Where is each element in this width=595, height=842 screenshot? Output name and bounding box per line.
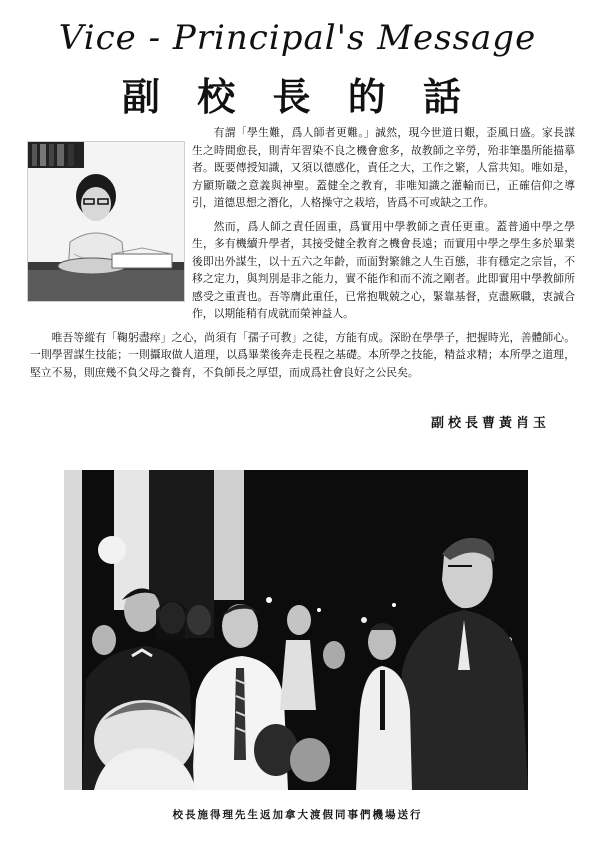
- paragraph: 有謂「學生難，爲人師者更難。」誠然，現今世道日艱，歪風日盛。家長謀生之時間愈長，則青年習染不良之機會愈多，故教師之辛勞，殆非筆墨所能描摹者。既要傳授知識，又須以德感化，責任之大，工作之繁，人當共知。唯如是，方顯斯職之意義與神聖。蓋健全之教育，非唯知識之灌輸而已，正確信仰之導引，道德思想之潛化，人格操守之栽培，皆爲不可或缺之工作。: [192, 126, 575, 209]
- message-body: [30, 124, 575, 387]
- title-chinese: 副 校 長 的 話: [122, 75, 473, 119]
- group-photo: [64, 470, 528, 790]
- paragraph: 然而，爲人師之責任固重，爲實用中學教師之責任更重。蓋普通中學之學生，多有機續升學者，其接受健全教育之機會長遠；而實用中學之學生多於畢業後即出外謀生，以十五六之年齡，而面對繁雜之人生百態，非有穩定之宗旨，不移之定力，與判別是非之能力，實不能作和而不流之剛者。此即實用中學教師所感受之重責也。吾等膺此重任，已常抱戰兢之心，緊靠基督，克盡厥職，衷誠合作，以期能稍有成就而榮神益人。: [192, 219, 575, 320]
- title-english: Vice - Principal's Message: [58, 18, 537, 58]
- paragraph: 唯吾等縱有「鞠躬盡瘁」之心，尚須有「孺子可教」之徒，方能有成。深盼在學學子，把握時光，善體師心。一則學習謀生技能；一則攝取做人道理，以爲畢業後奔走長程之基礎。本所學之技能，精益求精；本所學之道理，堅立不易，則庶幾不負父母之養育，不負師長之厚望，而成爲社會良好之公民矣。: [30, 330, 575, 379]
- photo-caption: 校長施得理先生返加拿大渡假同事們機場送行: [172, 809, 423, 821]
- signature: 副校長曹黃肖玉: [430, 416, 550, 431]
